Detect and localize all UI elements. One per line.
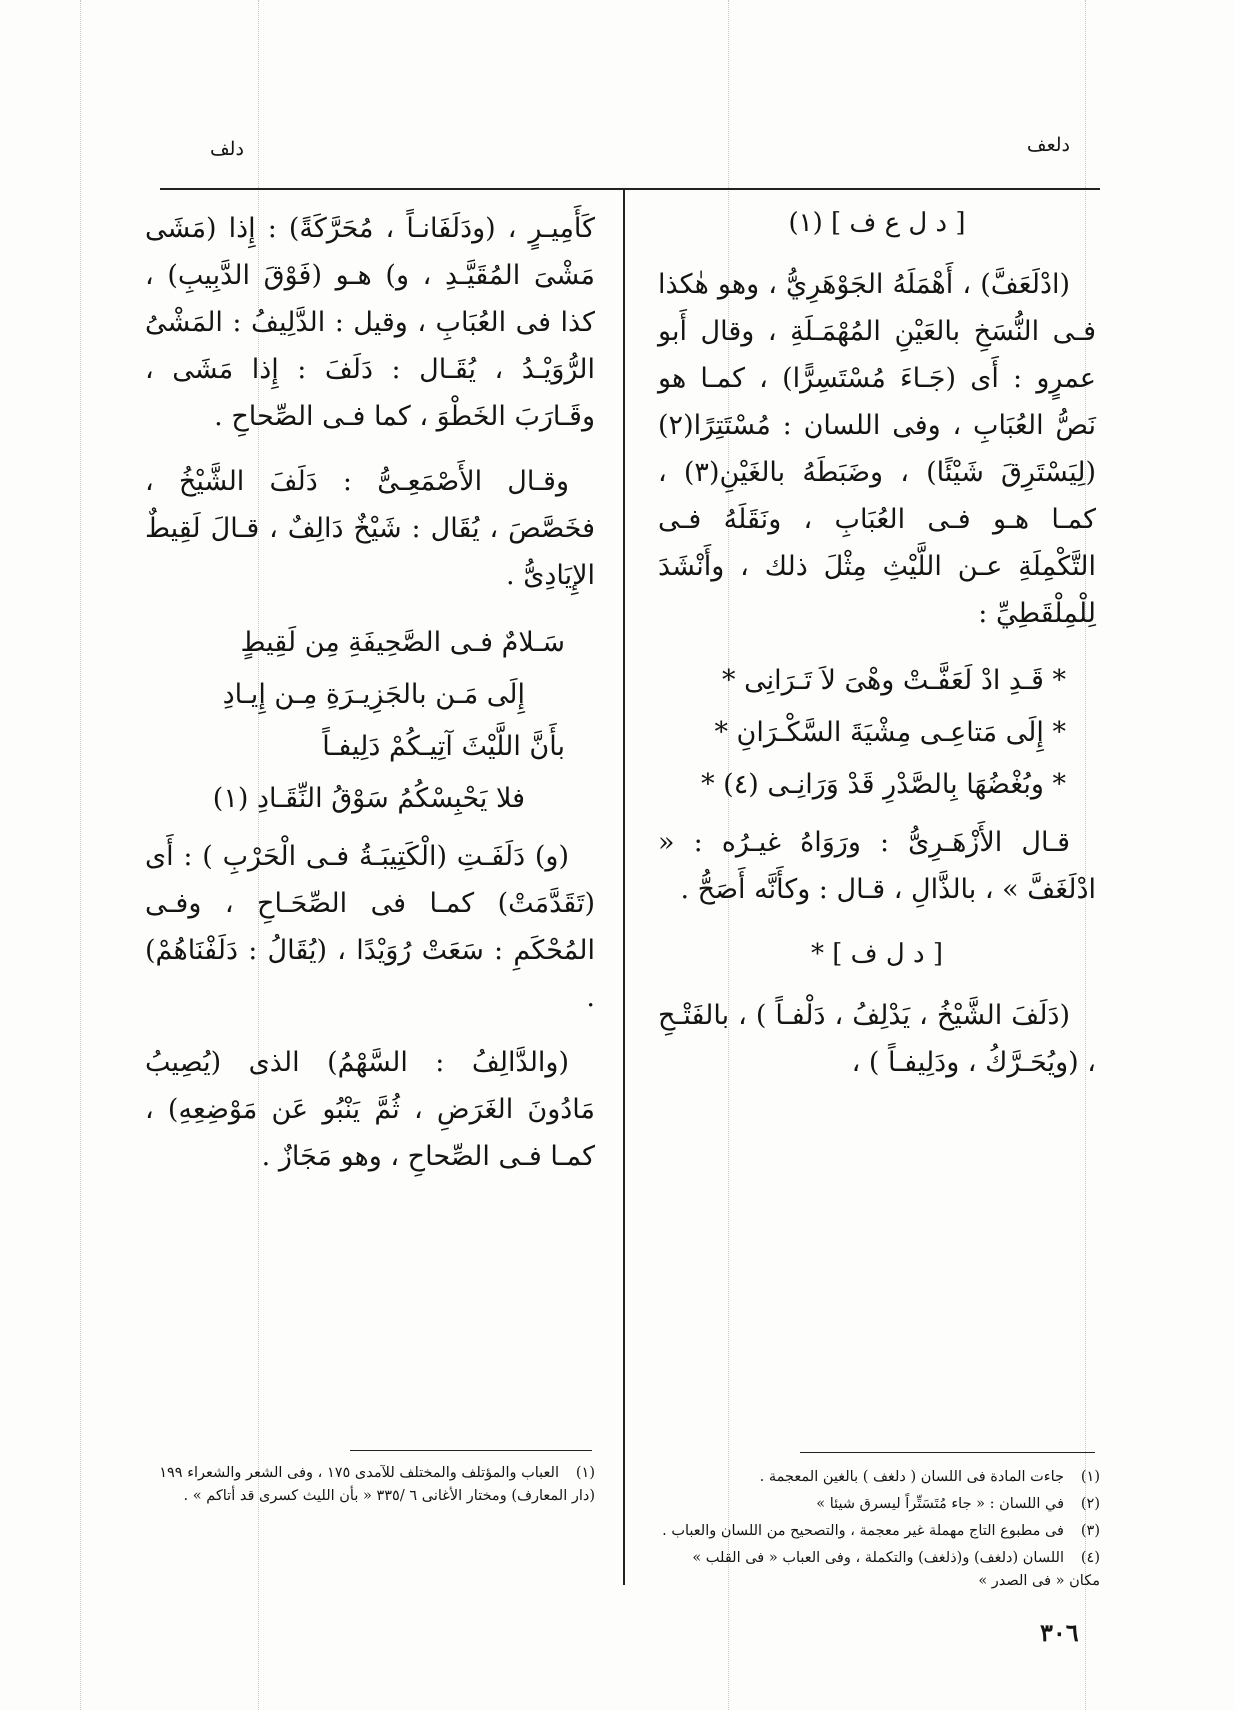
footnotes-left — [150, 1462, 595, 1512]
footnote-number: (١) — [1080, 1469, 1100, 1485]
entry-paragraph: (و) دَلَفَـتِ (الْكَتِيبَـةُ فـى الْحَرْبِ ) : أَى (تَقَدَّمَتْ) كمـا فى الصِّحَـاحِ ، وفـى المُحْكَمِ : سَعَتْ رُوَيْدًا ، (يُقَالُ : دَلَفْنَاهُمْ) . — [145, 841, 595, 1013]
verse-block — [145, 617, 595, 825]
footnote-text: اللسان (دلغف) و(ذلغف) والتكملة ، وفى العباب « فى القلب » مكان « فى الصدر » — [692, 1550, 1100, 1589]
verse-line: * قَـدِ ادْ لَعَفَّـتْ وهْىَ لاَ تَـرَانِى * — [722, 665, 1066, 696]
entry-heading-dl3f: [ د ل ع ف ] (١) — [788, 208, 966, 238]
entry-paragraph: قـال الأَزْهَـرِىُّ : ورَوَاهُ غيـرُه : « ادْلَغَفَّ » ، بالذَّالِ ، قـال : وكأَنَّه أَصَحُّ . — [658, 827, 1096, 905]
footnote-number: (٣) — [1080, 1523, 1100, 1539]
footnote — [150, 1462, 595, 1508]
scan-dotted-line — [80, 0, 81, 1710]
entry-paragraph: وقـال الأَصْمَعِـىُّ : دَلَفَ الشَّيْخُ ، فخَصَّصَ ، يُقَال : شَيْخٌ دَالِفٌ ، قـالَ لَقِيطٌ الإِيَادِىُّ . — [145, 466, 595, 591]
page-number: ٣٠٦ — [1040, 1618, 1079, 1647]
verse-line: * إِلَى مَتاعِـى مِشْيَةَ السَّكْـرَانِ * — [714, 717, 1066, 748]
column-divider — [623, 190, 625, 1585]
footnote — [660, 1493, 1100, 1516]
entry-paragraph: (ادْلَعَفَّ) ، أَهْمَلَهُ الجَوْهَرِيُّ ، وهو هٰكذا فـى النُّسَخِ بالعَيْنِ المُهْمَـلَةِ ، وقال أَبو عمرٍو : أَى (جَـاءَ مُسْتَسِرًّا) ، كمـا هو نَصُّ العُبَابِ ، وفى اللسان : مُسْتَتِرًا(٢) (لِيَسْتَرِقَ شَيْئًا) ، وضَبَطَهُ بالغَيْنِ(٣) ، كمـا هـو فـى العُبَابِ ، ونَقَلَهُ فـى التَّكْمِلَةِ عـن اللَّيْثِ مِثْلَ ذلك ، وأَنْشَدَ لِلْمِلْقَطِيِّ : — [658, 269, 1096, 629]
verse-line: سَـلامٌ فـى الصَّحِيفَةِ مِن لَقِيطٍ — [240, 627, 565, 658]
left-column — [145, 205, 595, 1198]
footnote — [660, 1547, 1100, 1593]
footnote-text: جاءت المادة فى اللسان ( دلغف ) بالغين المعجمة . — [759, 1469, 1064, 1485]
footnote — [660, 1466, 1100, 1489]
header-rule — [160, 188, 1100, 190]
verse-line: بأَنَّ اللَّيْثَ آتِيـكُمْ دَلِيفـاً — [322, 731, 565, 762]
running-header — [150, 128, 1100, 168]
footnote — [660, 1520, 1100, 1543]
footnote-rule-left — [350, 1450, 592, 1451]
entry-heading-dlf: [ د ل ف ] * — [810, 939, 944, 969]
verse-line: * وبُغْضُهَا بِالصَّدْرِ قَدْ وَرَانِـى (٤) * — [701, 769, 1066, 800]
footnote-number: (٤) — [1080, 1550, 1100, 1566]
entry-paragraph: (والدَّالِفُ : السَّهْمُ) الذى (يُصِيبُ مَادُونَ الغَرَضِ ، ثُمَّ يَنْبُو عَن مَوْضِعِهِ) ، كمـا فـى الصِّحاحِ ، وهو مَجَازٌ . — [145, 1047, 595, 1172]
entry-paragraph: كَأَمِيـرٍ ، (ودَلَفَانـاً ، مُحَرَّكَةً) : إِذا (مَشَى مَشْىَ المُقَيَّـدِ ، و) هـو (فَوْقَ الدَّبِيبِ) ، كذا فى العُبَابِ ، وقيل : الدَّلِيفُ : المَشْىُ الرُّوَيْـدُ ، يُقَـال : دَلَفَ : إِذا مَشَى ، وقَـارَبَ الخَطْوَ ، كما فـى الصِّحاحِ . — [145, 213, 595, 432]
footnote-text: العباب والمؤتلف والمختلف للآمدى ١٧٥ ، وفى الشعر والشعراء ١٩٩ (دار المعارف) ومختار الأغانى ٦ /٣٣٥ « بأن الليث كسرى قد أتاكم » . — [159, 1465, 595, 1504]
footnote-text: فى مطبوع التاج مهملة غير معجمة ، والتصحيح من اللسان والعباب . — [662, 1523, 1064, 1539]
footnote-rule-right — [800, 1452, 1095, 1453]
entry-paragraph: (دَلَفَ الشَّيْخُ ، يَدْلِفُ ، دَلْفـاً ) ، بالفَتْـحِ ، (ويُحَـرَّكُ ، ودَلِيفـاً ) ، — [658, 1000, 1096, 1078]
verse-line: إِلَى مَـن بالجَزِيـرَةِ مِـن إِيـادِ — [222, 679, 525, 710]
verse-block — [658, 655, 1096, 811]
footnotes-right — [660, 1466, 1100, 1597]
verse-line: فلا يَحْبِسْكُمُ سَوْقُ النِّقَـادِ (١) — [212, 783, 525, 814]
footnote-number: (١) — [575, 1465, 595, 1481]
header-right-title: دلعف — [1026, 134, 1070, 156]
footnote-text: في اللسان : « جاء مُتَسَتِّراً ليسرق شيئا » — [816, 1496, 1064, 1512]
header-left-title: دلف — [210, 138, 244, 160]
right-column — [658, 200, 1096, 1104]
footnote-number: (٢) — [1080, 1496, 1100, 1512]
